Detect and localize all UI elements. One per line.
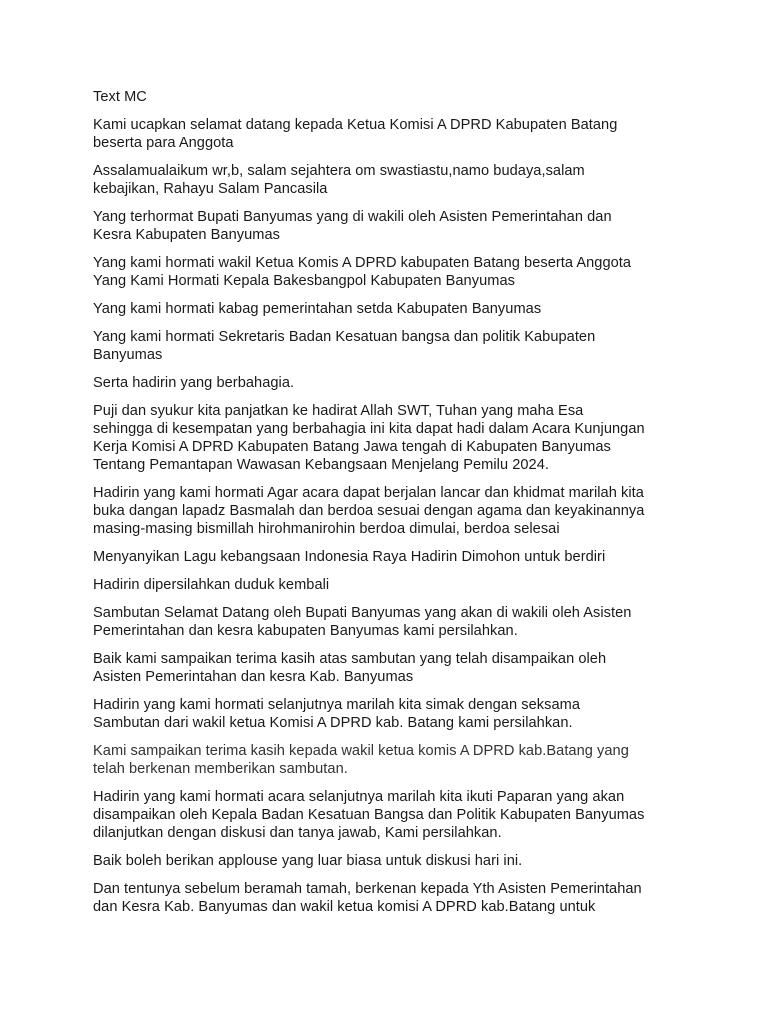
paragraph: Hadirin yang kami hormati selanjutnya marilah kita simak dengan seksama Sambutan dari wakil ketua Komisi A DPRD kab. Batang kami persilahkan.: [93, 697, 580, 731]
paragraph: Kami sampaikan terima kasih kepada wakil ketua komis A DPRD kab.Batang yang telah berkenan memberikan sambutan.: [93, 743, 629, 777]
paragraph: Hadirin yang kami hormati Agar acara dapat berjalan lancar dan khidmat marilah kita buka dangan lapadz Basmalah dan berdoa sesuai dengan agama dan keyakinannya masing-masing bismillah hirohmanirohin berdoa dimulai, berdoa selesai: [93, 485, 645, 537]
paragraph: Yang kami hormati wakil Ketua Komis A DPRD kabupaten Batang beserta Anggota Yang Kami Hormati Kepala Bakesbangpol Kabupaten Banyumas: [93, 255, 632, 289]
paragraph: Yang kami hormati kabag pemerintahan setda Kabupaten Banyumas: [93, 301, 542, 317]
paragraph: Baik kami sampaikan terima kasih atas sambutan yang telah disampaikan oleh Asisten Pemerintahan dan kesra Kab. Banyumas: [93, 651, 607, 685]
paragraph: Puji dan syukur kita panjatkan ke hadirat Allah SWT, Tuhan yang maha Esa sehingga di kesempatan yang berbahagia ini kita dapat hadi dalam Acara Kunjungan Kerja Komisi A DPRD Kabupaten Batang Jawa tengah di Kabupaten Banyumas Tentang Pemantapan Wawasan Kebangsaan Menjelang Pemilu 2024.: [93, 403, 645, 473]
paragraph: Menyanyikan Lagu kebangsaan Indonesia Raya Hadirin Dimohon untuk berdiri: [93, 549, 606, 565]
paragraph: Baik boleh berikan applouse yang luar biasa untuk diskusi hari ini.: [93, 853, 523, 869]
paragraph: Sambutan Selamat Datang oleh Bupati Banyumas yang akan di wakili oleh Asisten Pemerintahan dan kesra kabupaten Banyumas kami persilahkan.: [93, 605, 632, 639]
document-body: [93, 88, 693, 926]
paragraph: Hadirin dipersilahkan duduk kembali: [93, 577, 330, 593]
paragraph: Kami ucapkan selamat datang kepada Ketua Komisi A DPRD Kabupaten Batang beserta para Anggota: [93, 117, 618, 151]
paragraph: Serta hadirin yang berbahagia.: [93, 375, 295, 391]
document-title: Text MC: [93, 89, 147, 105]
paragraph: Yang kami hormati Sekretaris Badan Kesatuan bangsa dan politik Kabupaten Banyumas: [93, 329, 596, 363]
paragraph: Yang terhormat Bupati Banyumas yang di wakili oleh Asisten Pemerintahan dan Kesra Kabupaten Banyumas: [93, 209, 612, 243]
paragraph: Dan tentunya sebelum beramah tamah, berkenan kepada Yth Asisten Pemerintahan dan Kesra Kab. Banyumas dan wakil ketua komisi A DPRD kab.Batang untuk: [93, 881, 642, 915]
paragraph: Hadirin yang kami hormati acara selanjutnya marilah kita ikuti Paparan yang akan disampaikan oleh Kepala Badan Kesatuan Bangsa dan Politik Kabupaten Banyumas dilanjutkan dengan diskusi dan tanya jawab, Kami persilahkan.: [93, 789, 645, 841]
paragraph: Assalamualaikum wr,b, salam sejahtera om swastiastu,namo budaya,salam kebajikan, Rahayu Salam Pancasila: [93, 163, 585, 197]
